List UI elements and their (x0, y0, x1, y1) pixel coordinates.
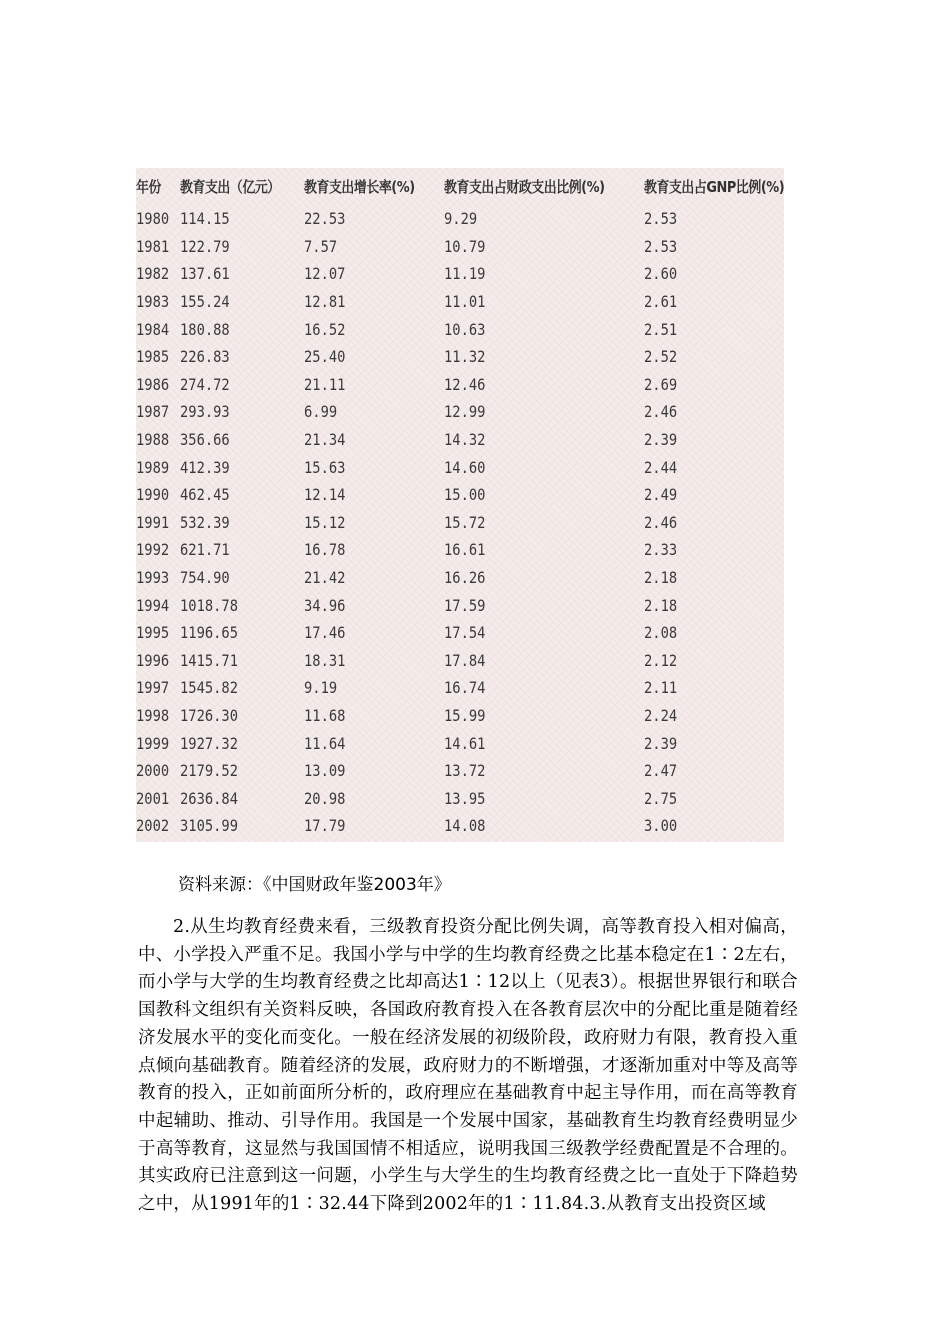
table-cell: 15.12 (304, 512, 346, 532)
table-cell: 1986 (136, 374, 170, 394)
table-cell: 6.99 (304, 402, 338, 422)
table-cell: 1987 (136, 402, 170, 422)
table-cell: 12.14 (304, 485, 346, 505)
table-cell: 1984 (136, 319, 170, 339)
table-cell: 9.29 (444, 209, 478, 229)
table-cell: 11.32 (444, 347, 486, 367)
table-row (136, 343, 784, 371)
table-cell: 15.00 (444, 485, 486, 505)
table-cell: 1990 (136, 485, 170, 505)
table-row (136, 812, 784, 840)
table-cell: 20.98 (304, 788, 346, 808)
table-row (136, 647, 784, 675)
table-cell: 1995 (136, 623, 170, 643)
table-cell: 155.24 (180, 292, 230, 312)
table-row (136, 564, 784, 592)
table-cell: 16.52 (304, 319, 346, 339)
table-cell: 17.79 (304, 816, 346, 836)
table-cell: 2000 (136, 761, 170, 781)
table-cell: 1991 (136, 512, 170, 532)
table-cell: 2.47 (644, 761, 678, 781)
table-row (136, 619, 784, 647)
table-cell: 13.95 (444, 788, 486, 808)
table-cell: 2.11 (644, 678, 678, 698)
table-cell: 1996 (136, 650, 170, 670)
header-expenditure: 教育支出（亿元） (180, 178, 280, 196)
table-cell: 11.68 (304, 705, 346, 725)
table-cell: 2.52 (644, 347, 678, 367)
table-cell: 16.26 (444, 568, 486, 588)
table-cell: 462.45 (180, 485, 230, 505)
body-paragraph: 2.从生均教育经费来看，三级教育投资分配比例失调，高等教育投入相对偏高，中、小学投入严重不足。我国小学与中学的生均教育经费之比基本稳定在1∶2左右，而小学与大学的生均教育经费之比却高达1∶12以上（见表3）。根据世界银行和联合国教科文组织有关资料反映，各国政府教育投入在各教育层次中的分配比重是随着经济发展水平的变化而变化。一般在经济发展的初级阶段，政府财力有限，教育投入重点倾向基础教育。随着经济的发展，政府财力的不断增强，才逐渐加重对中等及高等教育的投入，正如前面所分析的，政府理应在基础教育中起主导作用，而在高等教育中起辅助、推动、引导作用。我国是一个发展中国家，基础教育生均教育经费明显少于高等教育，这显然与我国国情不相适应，说明我国三级教学经费配置是不合理的。其实政府已注意到这一问题，小学生与大学生的生均教育经费之比一直处于下降趋势之中，从1991年的1∶32.44下降到2002年的1∶11.84.3.从教育支出投资区域 (138, 917, 798, 1215)
table-cell: 11.01 (444, 292, 486, 312)
table-row (136, 674, 784, 702)
table-cell: 14.32 (444, 430, 486, 450)
table-cell: 14.60 (444, 457, 486, 477)
table-cell: 13.09 (304, 761, 346, 781)
table-cell: 9.19 (304, 678, 338, 698)
table-cell: 21.11 (304, 374, 346, 394)
table-cell: 1993 (136, 568, 170, 588)
education-expenditure-table (136, 168, 784, 840)
table-cell: 2.18 (644, 568, 678, 588)
table-cell: 2.46 (644, 402, 678, 422)
table-cell: 1196.65 (180, 623, 238, 643)
table-row (136, 536, 784, 564)
table-cell: 1018.78 (180, 595, 238, 615)
education-expenditure-table-image (136, 168, 784, 842)
table-row (136, 233, 784, 261)
table-row (136, 315, 784, 343)
table-cell: 532.39 (180, 512, 230, 532)
table-cell: 15.72 (444, 512, 486, 532)
table-cell: 11.64 (304, 733, 346, 753)
table-row (136, 426, 784, 454)
table-cell: 2.24 (644, 705, 678, 725)
table-cell: 12.99 (444, 402, 486, 422)
header-growth-rate: 教育支出增长率(%) (304, 178, 415, 196)
table-cell: 14.08 (444, 816, 486, 836)
table-cell: 2001 (136, 788, 170, 808)
table-cell: 11.19 (444, 264, 486, 284)
table-row (136, 288, 784, 316)
table-cell: 2.08 (644, 623, 678, 643)
table-cell: 1415.71 (180, 650, 238, 670)
table-row (136, 757, 784, 785)
table-cell: 412.39 (180, 457, 230, 477)
table-cell: 2.53 (644, 236, 678, 256)
table-cell: 21.34 (304, 430, 346, 450)
table-cell: 2.75 (644, 788, 678, 808)
table-cell: 10.79 (444, 236, 486, 256)
table-cell: 13.72 (444, 761, 486, 781)
table-cell: 16.61 (444, 540, 486, 560)
table-cell: 274.72 (180, 374, 230, 394)
table-row (136, 371, 784, 399)
source-note: 资料来源：《中国财政年鉴2003年》 (178, 875, 451, 895)
table-cell: 1999 (136, 733, 170, 753)
table-cell: 1545.82 (180, 678, 238, 698)
table-cell: 1983 (136, 292, 170, 312)
table-cell: 1982 (136, 264, 170, 284)
table-row (136, 260, 784, 288)
table-cell: 15.63 (304, 457, 346, 477)
table-cell: 2.53 (644, 209, 678, 229)
table-cell: 356.66 (180, 430, 230, 450)
table-row (136, 729, 784, 757)
header-fiscal-share: 教育支出占财政支出比例(%) (444, 178, 605, 196)
table-row (136, 205, 784, 233)
table-cell: 2.39 (644, 430, 678, 450)
table-cell: 754.90 (180, 568, 230, 588)
table-cell: 17.46 (304, 623, 346, 643)
table-row (136, 509, 784, 537)
table-cell: 12.81 (304, 292, 346, 312)
table-cell: 34.96 (304, 595, 346, 615)
table-row (136, 453, 784, 481)
table-cell: 16.74 (444, 678, 486, 698)
table-cell: 1992 (136, 540, 170, 560)
table-cell: 3105.99 (180, 816, 238, 836)
table-cell: 3.00 (644, 816, 678, 836)
table-row (136, 702, 784, 730)
table-cell: 2.51 (644, 319, 678, 339)
table-cell: 2.18 (644, 595, 678, 615)
table-cell: 12.07 (304, 264, 346, 284)
table-cell: 1989 (136, 457, 170, 477)
table-cell: 621.71 (180, 540, 230, 560)
table-cell: 1985 (136, 347, 170, 367)
table-row (136, 784, 784, 812)
table-cell: 1927.32 (180, 733, 238, 753)
table-cell: 180.88 (180, 319, 230, 339)
table-cell: 2.46 (644, 512, 678, 532)
table-cell: 17.84 (444, 650, 486, 670)
table-cell: 1980 (136, 209, 170, 229)
table-cell: 2179.52 (180, 761, 238, 781)
table-cell: 1994 (136, 595, 170, 615)
table-row (136, 481, 784, 509)
table-cell: 114.15 (180, 209, 230, 229)
table-cell: 1998 (136, 705, 170, 725)
table-cell: 1988 (136, 430, 170, 450)
table-cell: 2.49 (644, 485, 678, 505)
table-body (136, 205, 784, 840)
header-year: 年份 (136, 178, 161, 196)
table-header-row (136, 168, 784, 205)
table-cell: 2.69 (644, 374, 678, 394)
table-cell: 2002 (136, 816, 170, 836)
table-cell: 1726.30 (180, 705, 238, 725)
table-cell: 25.40 (304, 347, 346, 367)
table-cell: 137.61 (180, 264, 230, 284)
table-row (136, 398, 784, 426)
table-cell: 18.31 (304, 650, 346, 670)
table-cell: 1997 (136, 678, 170, 698)
table-cell: 10.63 (444, 319, 486, 339)
table-cell: 293.93 (180, 402, 230, 422)
table-cell: 12.46 (444, 374, 486, 394)
table-cell: 2.12 (644, 650, 678, 670)
table-cell: 2.60 (644, 264, 678, 284)
table-cell: 122.79 (180, 236, 230, 256)
table-cell: 15.99 (444, 705, 486, 725)
table-cell: 16.78 (304, 540, 346, 560)
table-cell: 226.83 (180, 347, 230, 367)
table-cell: 2.44 (644, 457, 678, 477)
table-cell: 1981 (136, 236, 170, 256)
table-cell: 21.42 (304, 568, 346, 588)
table-cell: 7.57 (304, 236, 338, 256)
table-cell: 17.54 (444, 623, 486, 643)
table-cell: 17.59 (444, 595, 486, 615)
table-cell: 2.39 (644, 733, 678, 753)
header-gnp-share: 教育支出占GNP比例(%) (644, 178, 784, 196)
table-cell: 22.53 (304, 209, 346, 229)
table-cell: 2.33 (644, 540, 678, 560)
table-cell: 2.61 (644, 292, 678, 312)
table-cell: 2636.84 (180, 788, 238, 808)
table-row (136, 591, 784, 619)
table-cell: 14.61 (444, 733, 486, 753)
